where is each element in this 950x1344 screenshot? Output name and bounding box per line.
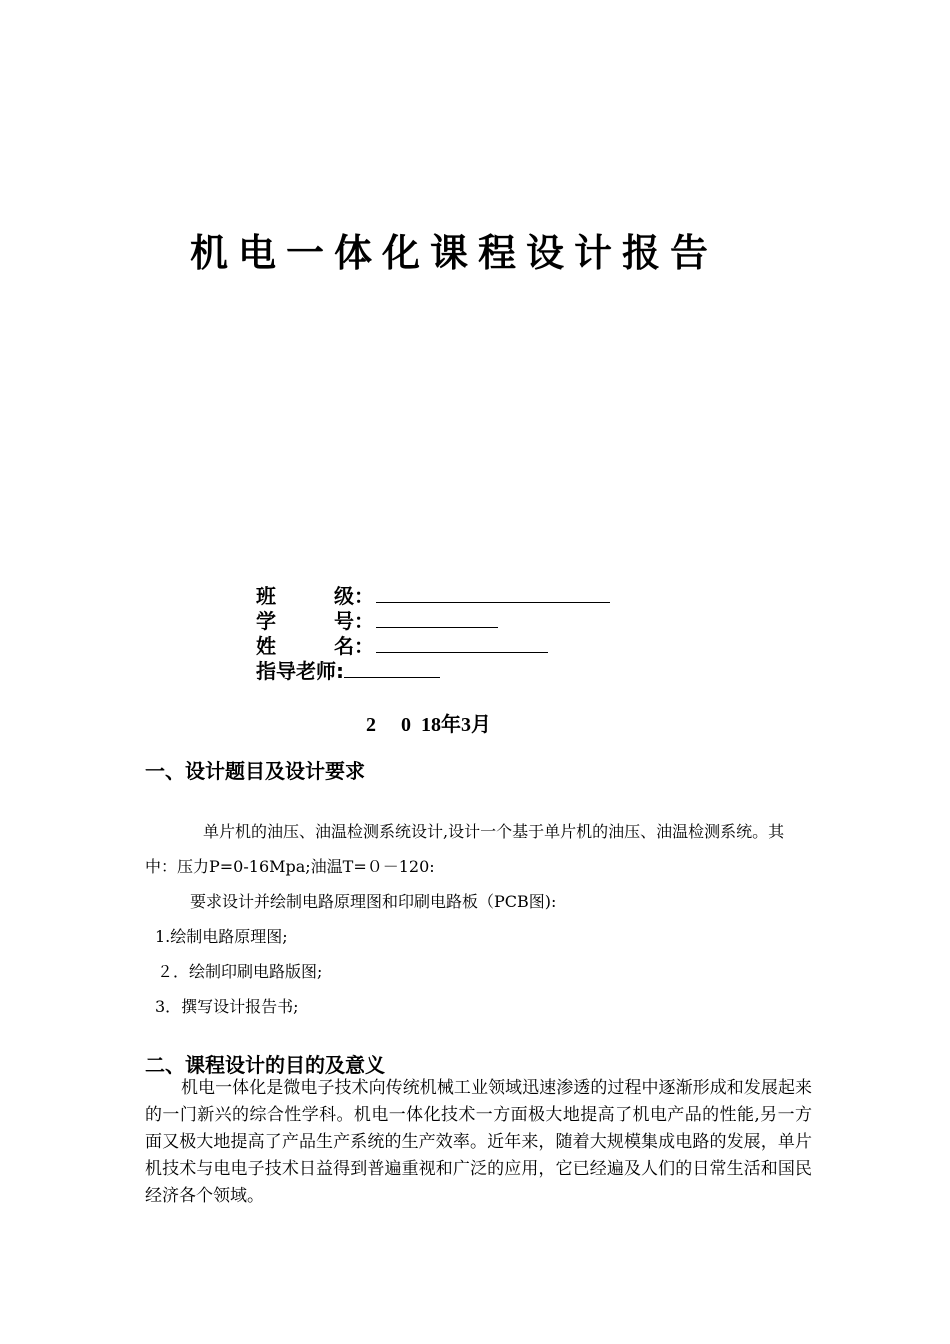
class-label-2: 级 bbox=[334, 584, 354, 608]
name-row bbox=[256, 634, 610, 659]
student-id-blank[interactable] bbox=[376, 609, 498, 628]
date-year-digits: 2 0 bbox=[366, 714, 421, 736]
class-row bbox=[256, 584, 610, 609]
student-id-row bbox=[256, 609, 610, 634]
student-id-colon: ： bbox=[354, 609, 374, 633]
list-item: 3．撰写设计报告书; bbox=[155, 997, 299, 1016]
section1-paragraph: 单片机的油压、油温检测系统设计,设计一个基于单片机的油压、油温检测系统。其中：压力P=0-16Mpa;油温T=０－120: bbox=[145, 822, 785, 876]
class-colon: ： bbox=[354, 584, 374, 608]
student-id-label-2: 号 bbox=[334, 609, 354, 633]
report-date bbox=[366, 708, 491, 737]
section2-paragraph: 机电一体化是微电子技术向传统机械工业领域迅速渗透的过程中逐渐形成和发展起来的一门新兴的综合性学科。机电一体化技术一方面极大地提高了机电产品的性能,另一方面又极大地提高了产品生产系统的生产效率。近年来，随着大规模集成电路的发展，单片机技术与电电子技术日益得到普遍重视和广泛的应用，它已经遍及人们的日常生活和国民经济各个领域。 bbox=[145, 1078, 812, 1206]
name-label-2: 名 bbox=[334, 634, 354, 658]
name-label: 姓 bbox=[256, 634, 276, 658]
student-id-label: 学 bbox=[256, 609, 276, 633]
section1-heading: 一、设计题目及设计要求 bbox=[145, 759, 365, 783]
student-info-block bbox=[256, 584, 610, 684]
name-blank[interactable] bbox=[376, 634, 548, 653]
section1-body bbox=[145, 814, 810, 1024]
class-label: 班 bbox=[256, 584, 276, 608]
advisor-label: 指导老师: bbox=[256, 659, 344, 683]
class-blank[interactable] bbox=[376, 584, 610, 603]
date-rest: 18年3月 bbox=[421, 714, 491, 736]
list-item: ２．绘制印刷电路版图; bbox=[157, 962, 323, 981]
advisor-blank[interactable] bbox=[344, 659, 440, 678]
name-colon: ： bbox=[354, 634, 374, 658]
requirement-intro: 要求设计并绘制电路原理图和印刷电路板（PCB图): bbox=[190, 892, 557, 911]
report-title: 机电一体化课程设计报告 bbox=[190, 231, 719, 275]
list-item: 1.绘制电路原理图; bbox=[155, 927, 288, 946]
advisor-row bbox=[256, 659, 610, 684]
section2-heading: 二、课程设计的目的及意义 bbox=[145, 1053, 385, 1077]
